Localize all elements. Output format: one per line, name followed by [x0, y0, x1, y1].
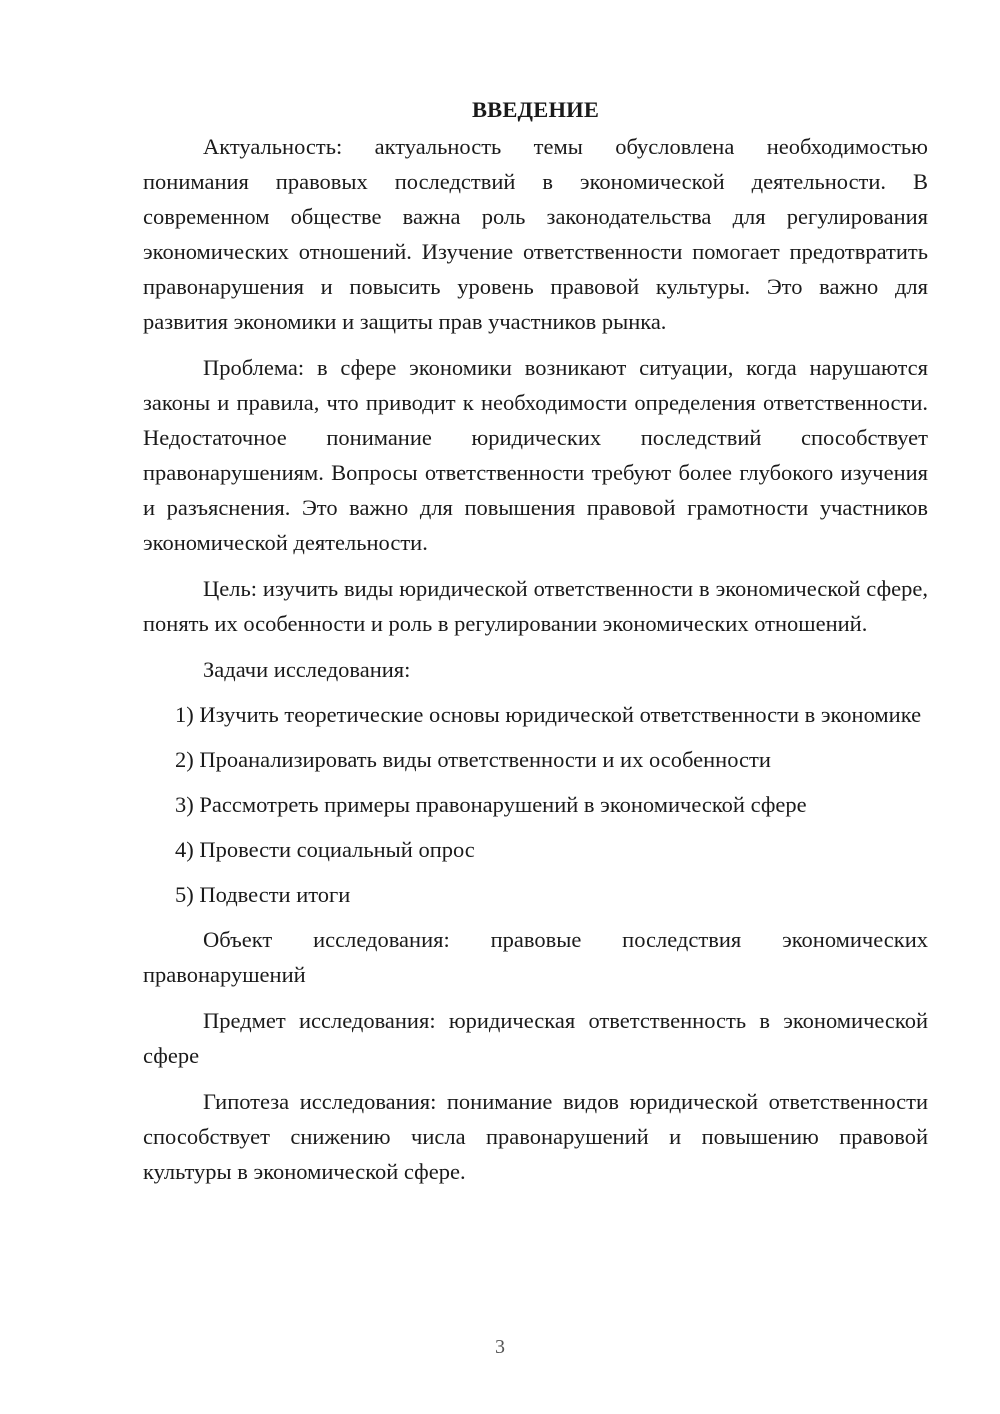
goal-paragraph: Цель: изучить виды юридической ответственности в экономической сфере, понять их особенности и роль в регулировании экономических отношений.	[143, 576, 928, 636]
hypothesis-paragraph: Гипотеза исследования: понимание видов юридической ответственности способствует снижению числа правонарушений и повышению правовой культуры в экономической сфере.	[143, 1089, 928, 1184]
page-number: 3	[495, 1336, 505, 1358]
list-item: 1) Изучить теоретические основы юридической ответственности в экономике	[175, 702, 922, 727]
page-title: ВВЕДЕНИЕ	[471, 97, 600, 122]
list-item: 4) Провести социальный опрос	[175, 837, 475, 862]
relevance-paragraph: Актуальность: актуальность темы обусловлена необходимостью понимания правовых последствий в экономической деятельности. В современном обществе важна роль законодательства для регулирования экономических отношений. Изучение ответственности помогает предотвратить правонарушения и повысить уровень правовой культуры. Это важно для развития экономики и защиты прав участников рынка.	[143, 134, 928, 334]
problem-paragraph: Проблема: в сфере экономики возникают ситуации, когда нарушаются законы и правила, что приводит к необходимости определения ответственности. Недостаточное понимание юридических последствий способствует правонарушениям. Вопросы ответственности требуют более глубокого изучения и разъяснения. Это важно для повышения правовой грамотности участников экономической деятельности.	[143, 355, 928, 555]
subject-paragraph: Предмет исследования: юридическая ответственность в экономической сфере	[143, 1008, 928, 1068]
tasks-heading: Задачи исследования:	[203, 657, 411, 682]
list-item: 2) Проанализировать виды ответственности и их особенности	[175, 747, 771, 772]
list-item: 3) Рассмотреть примеры правонарушений в экономической сфере	[175, 792, 807, 817]
list-item: 5) Подвести итоги	[175, 882, 351, 907]
object-paragraph: Объект исследования: правовые последствия экономических правонарушений	[143, 927, 928, 987]
tasks-list	[143, 697, 928, 912]
document-page	[143, 92, 928, 1200]
